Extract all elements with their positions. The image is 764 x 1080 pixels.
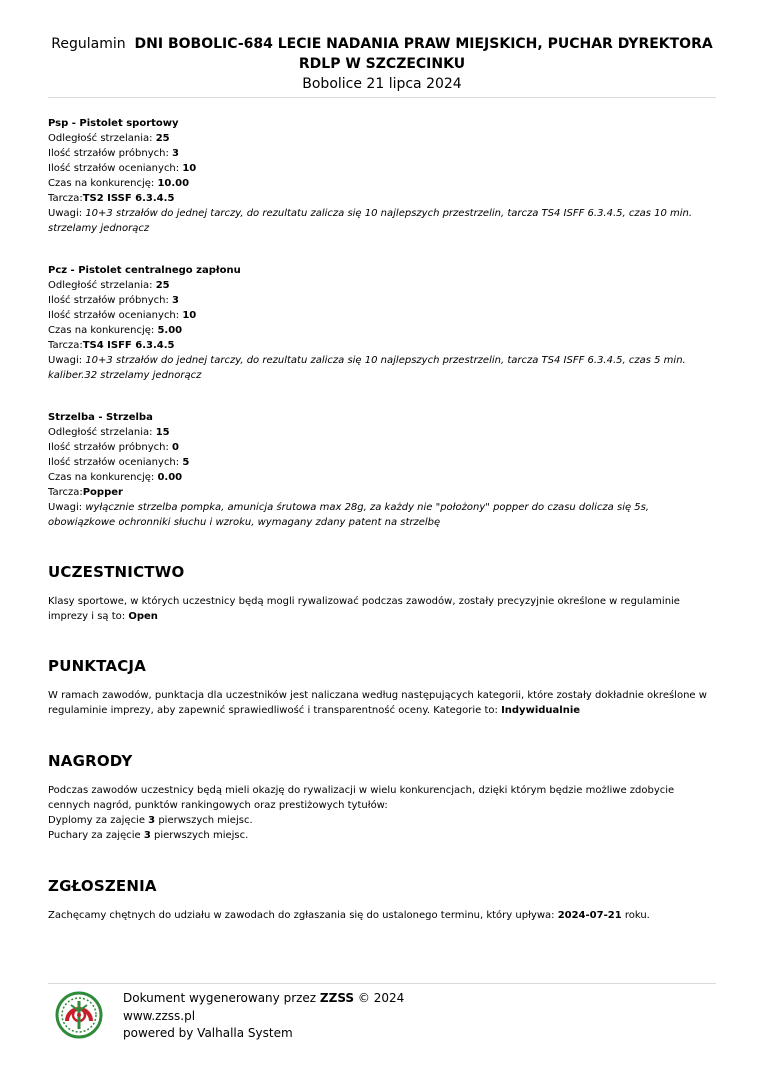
section-title-punktacja: PUNKTACJA — [48, 657, 147, 675]
competition-time: Czas na konkurencję: 5.00 — [48, 325, 183, 336]
competition-scored: Ilość strzałów ocenianych: 5 — [48, 457, 190, 468]
header-title-line1 — [48, 34, 716, 54]
competition-strzelba — [48, 410, 716, 530]
nagrody-dyplomy: Dyplomy za zajęcie 3 pierwszych miejsc. — [48, 815, 253, 826]
header-lead: Regulamin — [51, 36, 126, 52]
header-divider — [48, 97, 716, 98]
competition-trial: Ilość strzałów próbnych: 3 — [48, 148, 179, 159]
footer-url[interactable]: www.zzss.pl — [123, 1008, 196, 1023]
competition-scored: Ilość strzałów ocenianych: 10 — [48, 163, 197, 174]
competition-target: Tarcza:TS2 ISSF 6.3.4.5 — [48, 193, 175, 204]
footer-divider — [48, 983, 716, 984]
section-body-uczestnictwo: Klasy sportowe, w których uczestnicy będą mogli rywalizować podczas zawodów, zostały precyzyjnie określone w regulaminie imprezy i są to: Open — [48, 596, 680, 622]
section-body-nagrody: Podczas zawodów uczestnicy będą mieli okazję do rywalizacji w wielu konkurencjach, dzięki którym będzie możliwe zdobycie cennych nagród, punktów rankingowych oraz prestiżowych tytułów: Dyplomy za zajęcie 3 pierwszych miejsc. Puchary za zajęcie 3 pierwszych miejsc. — [48, 783, 716, 843]
competition-name: Pcz - Pistolet centralnego zapłonu — [48, 265, 241, 276]
competition-name: Strzelba - Strzelba — [48, 412, 153, 423]
footer-generated: Dokument wygenerowany przez ZZSS © 2024 — [123, 991, 405, 1005]
competition-pcz — [48, 263, 716, 383]
section-title-uczestnictwo: UCZESTNICTWO — [48, 563, 185, 581]
nagrody-puchary: Puchary za zajęcie 3 pierwszych miejsc. — [48, 830, 249, 841]
competition-trial: Ilość strzałów próbnych: 0 — [48, 442, 179, 453]
section-body-punktacja: W ramach zawodów, punktacja dla uczestników jest naliczana według następujących kategorii, które zostały dokładnie określone w regulaminie imprezy, aby zapewnić sprawiedliwość i transparentność oceny. Kategorie to: Indywidualnie — [48, 690, 707, 716]
competition-name: Psp - Pistolet sportowy — [48, 118, 179, 129]
section-body-zgloszenia: Zachęcamy chętnych do udziału w zawodach do zgłaszania się do ustalonego terminu, który upływa: 2024-07-21 roku. — [48, 910, 650, 921]
footer-text — [123, 990, 404, 1043]
competition-notes: Uwagi: 10+3 strzałów do jednej tarczy, do rezultatu zalicza się 10 najlepszych przestrzelin, tarcza TS4 ISFF 6.3.4.5, czas 5 min. kaliber.32 strzelamy jednorącz — [48, 355, 686, 381]
competition-psp — [48, 116, 716, 236]
header-subtitle: Bobolice 21 lipca 2024 — [302, 76, 462, 92]
document-header — [48, 34, 716, 94]
competition-distance: Odległość strzelania: 15 — [48, 427, 170, 438]
zzss-logo-icon — [55, 991, 103, 1039]
competition-notes: Uwagi: 10+3 strzałów do jednej tarczy, do rezultatu zalicza się 10 najlepszych przestrzelin, tarcza TS4 ISFF 6.3.4.5, czas 10 min. strzelamy jednorącz — [48, 208, 693, 234]
competition-scored: Ilość strzałów ocenianych: 10 — [48, 310, 197, 321]
competition-target: Tarcza:Popper — [48, 487, 123, 498]
competition-distance: Odległość strzelania: 25 — [48, 280, 170, 291]
competition-notes: Uwagi: wyłącznie strzelba pompka, amunicja śrutowa max 28g, za każdy nie "położony" popper do czasu dolicza się 5s, obowiązkowe ochronniki słuchu i wzroku, wymagany zdany patent na strzelbę — [48, 502, 650, 528]
competition-distance: Odległość strzelania: 25 — [48, 133, 170, 144]
header-title: DNI BOBOLIC-684 LECIE NADANIA PRAW MIEJSKICH, PUCHAR DYREKTORA — [134, 36, 713, 52]
section-title-nagrody: NAGRODY — [48, 752, 133, 770]
footer-powered: powered by Valhalla System — [123, 1026, 293, 1040]
competition-time: Czas na konkurencję: 0.00 — [48, 472, 183, 483]
competition-trial: Ilość strzałów próbnych: 3 — [48, 295, 179, 306]
section-title-zgloszenia: ZGŁOSZENIA — [48, 877, 157, 895]
competition-time: Czas na konkurencję: 10.00 — [48, 178, 190, 189]
competition-target: Tarcza:TS4 ISFF 6.3.4.5 — [48, 340, 175, 351]
header-title-line2: RDLP W SZCZECINKU — [298, 56, 466, 72]
